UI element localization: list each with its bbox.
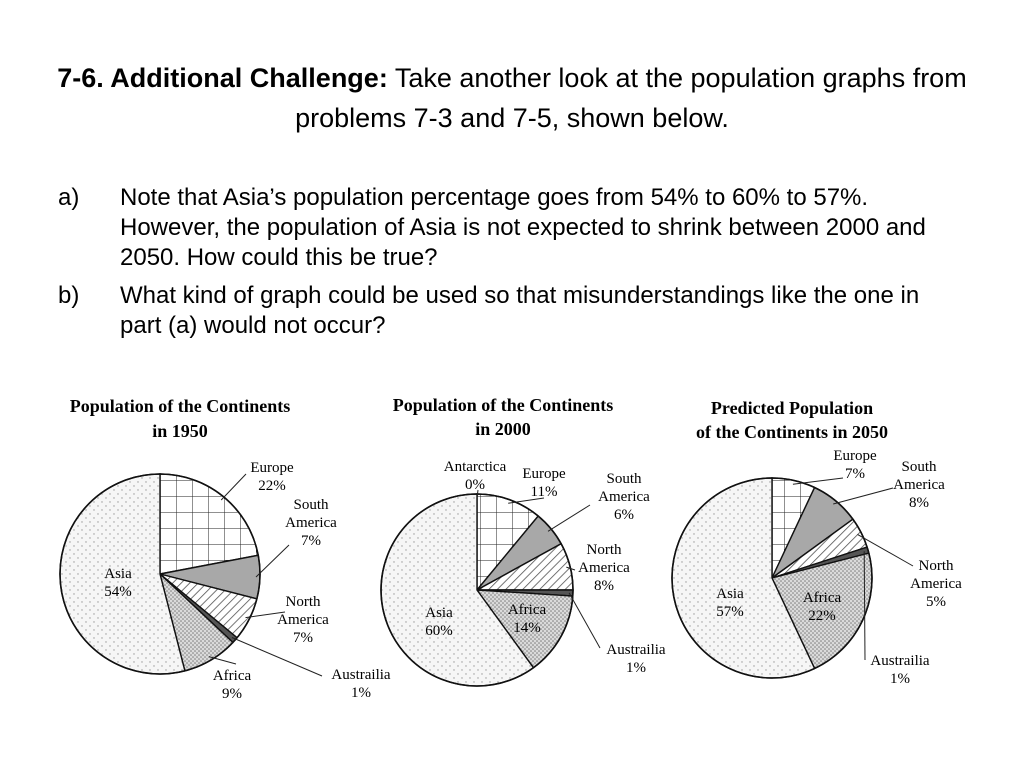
chart-1-leader-africa	[209, 657, 236, 664]
chart-2-label-south-america: South America 6%	[598, 471, 650, 523]
chart-1-title-line-1: Population of the Continents	[69, 396, 291, 416]
question-a-text: Note that Asia’s population percentage goes from 54% to 60% to 57%. However, the population of Asia is not expected to shrink between 2000 and 2050. How could this be true?	[120, 184, 926, 271]
chart-2-label-antarctica: Antarctica 0%	[443, 459, 507, 493]
chart-3-title-line-2: of the Continents in 2050	[695, 422, 889, 442]
question-b-text: What kind of graph could be used so that misunderstandings like the one in part (a) would not occur?	[120, 282, 920, 339]
chart-3-label-north-america: North America 5%	[910, 558, 962, 610]
chart-1-label-north-america: North America 7%	[277, 594, 329, 646]
question-a-label: a)	[58, 184, 80, 211]
chart-2-leader-south-america	[548, 505, 590, 531]
chart-1-label-south-america: South America 7%	[285, 497, 337, 549]
heading-bold: 7-6. Additional Challenge:	[57, 63, 388, 93]
pie-chart-2	[381, 395, 666, 686]
chart-1-title-line-2: in 1950	[152, 421, 208, 441]
pie-chart-3	[672, 398, 962, 687]
chart-2-label-australia: Austrailia 1%	[606, 642, 666, 676]
chart-1-label-australia: Austrailia 1%	[331, 667, 391, 701]
chart-2-label-africa: Africa 14%	[507, 602, 547, 636]
chart-3-label-europe: Europe 7%	[833, 448, 877, 482]
chart-1-label-asia: Asia 54%	[104, 566, 132, 600]
chart-3-label-africa: Africa 22%	[802, 590, 842, 624]
chart-1-label-africa: Africa 9%	[212, 668, 252, 702]
chart-2-title-line-2: in 2000	[475, 419, 531, 439]
chart-2-leader-australia	[569, 593, 600, 648]
chart-3-label-australia: Austrailia 1%	[870, 653, 930, 687]
chart-3-leader-south-america	[833, 488, 893, 504]
chart-2-label-north-america: North America 8%	[578, 542, 630, 594]
chart-3-title-line-1: Predicted Population	[710, 398, 874, 418]
chart-3-leader-europe	[793, 478, 843, 484]
pie-chart-1	[60, 396, 391, 702]
chart-2-label-europe: Europe 11%	[522, 466, 566, 500]
chart-1-leader-south-america	[256, 545, 289, 577]
chart-2-title-line-1: Population of the Continents	[392, 395, 614, 415]
chart-3-label-asia: Asia 57%	[716, 586, 744, 620]
chart-2-label-asia: Asia 60%	[425, 605, 453, 639]
chart-1-leader-europe	[221, 474, 246, 500]
question-b-label: b)	[58, 282, 80, 309]
chart-1-label-europe: Europe 22%	[250, 460, 294, 494]
heading-rest: Take another look at the population graphs from problems 7-3 and 7-5, shown below.	[295, 63, 967, 133]
chart-3-label-south-america: South America 8%	[893, 459, 945, 511]
